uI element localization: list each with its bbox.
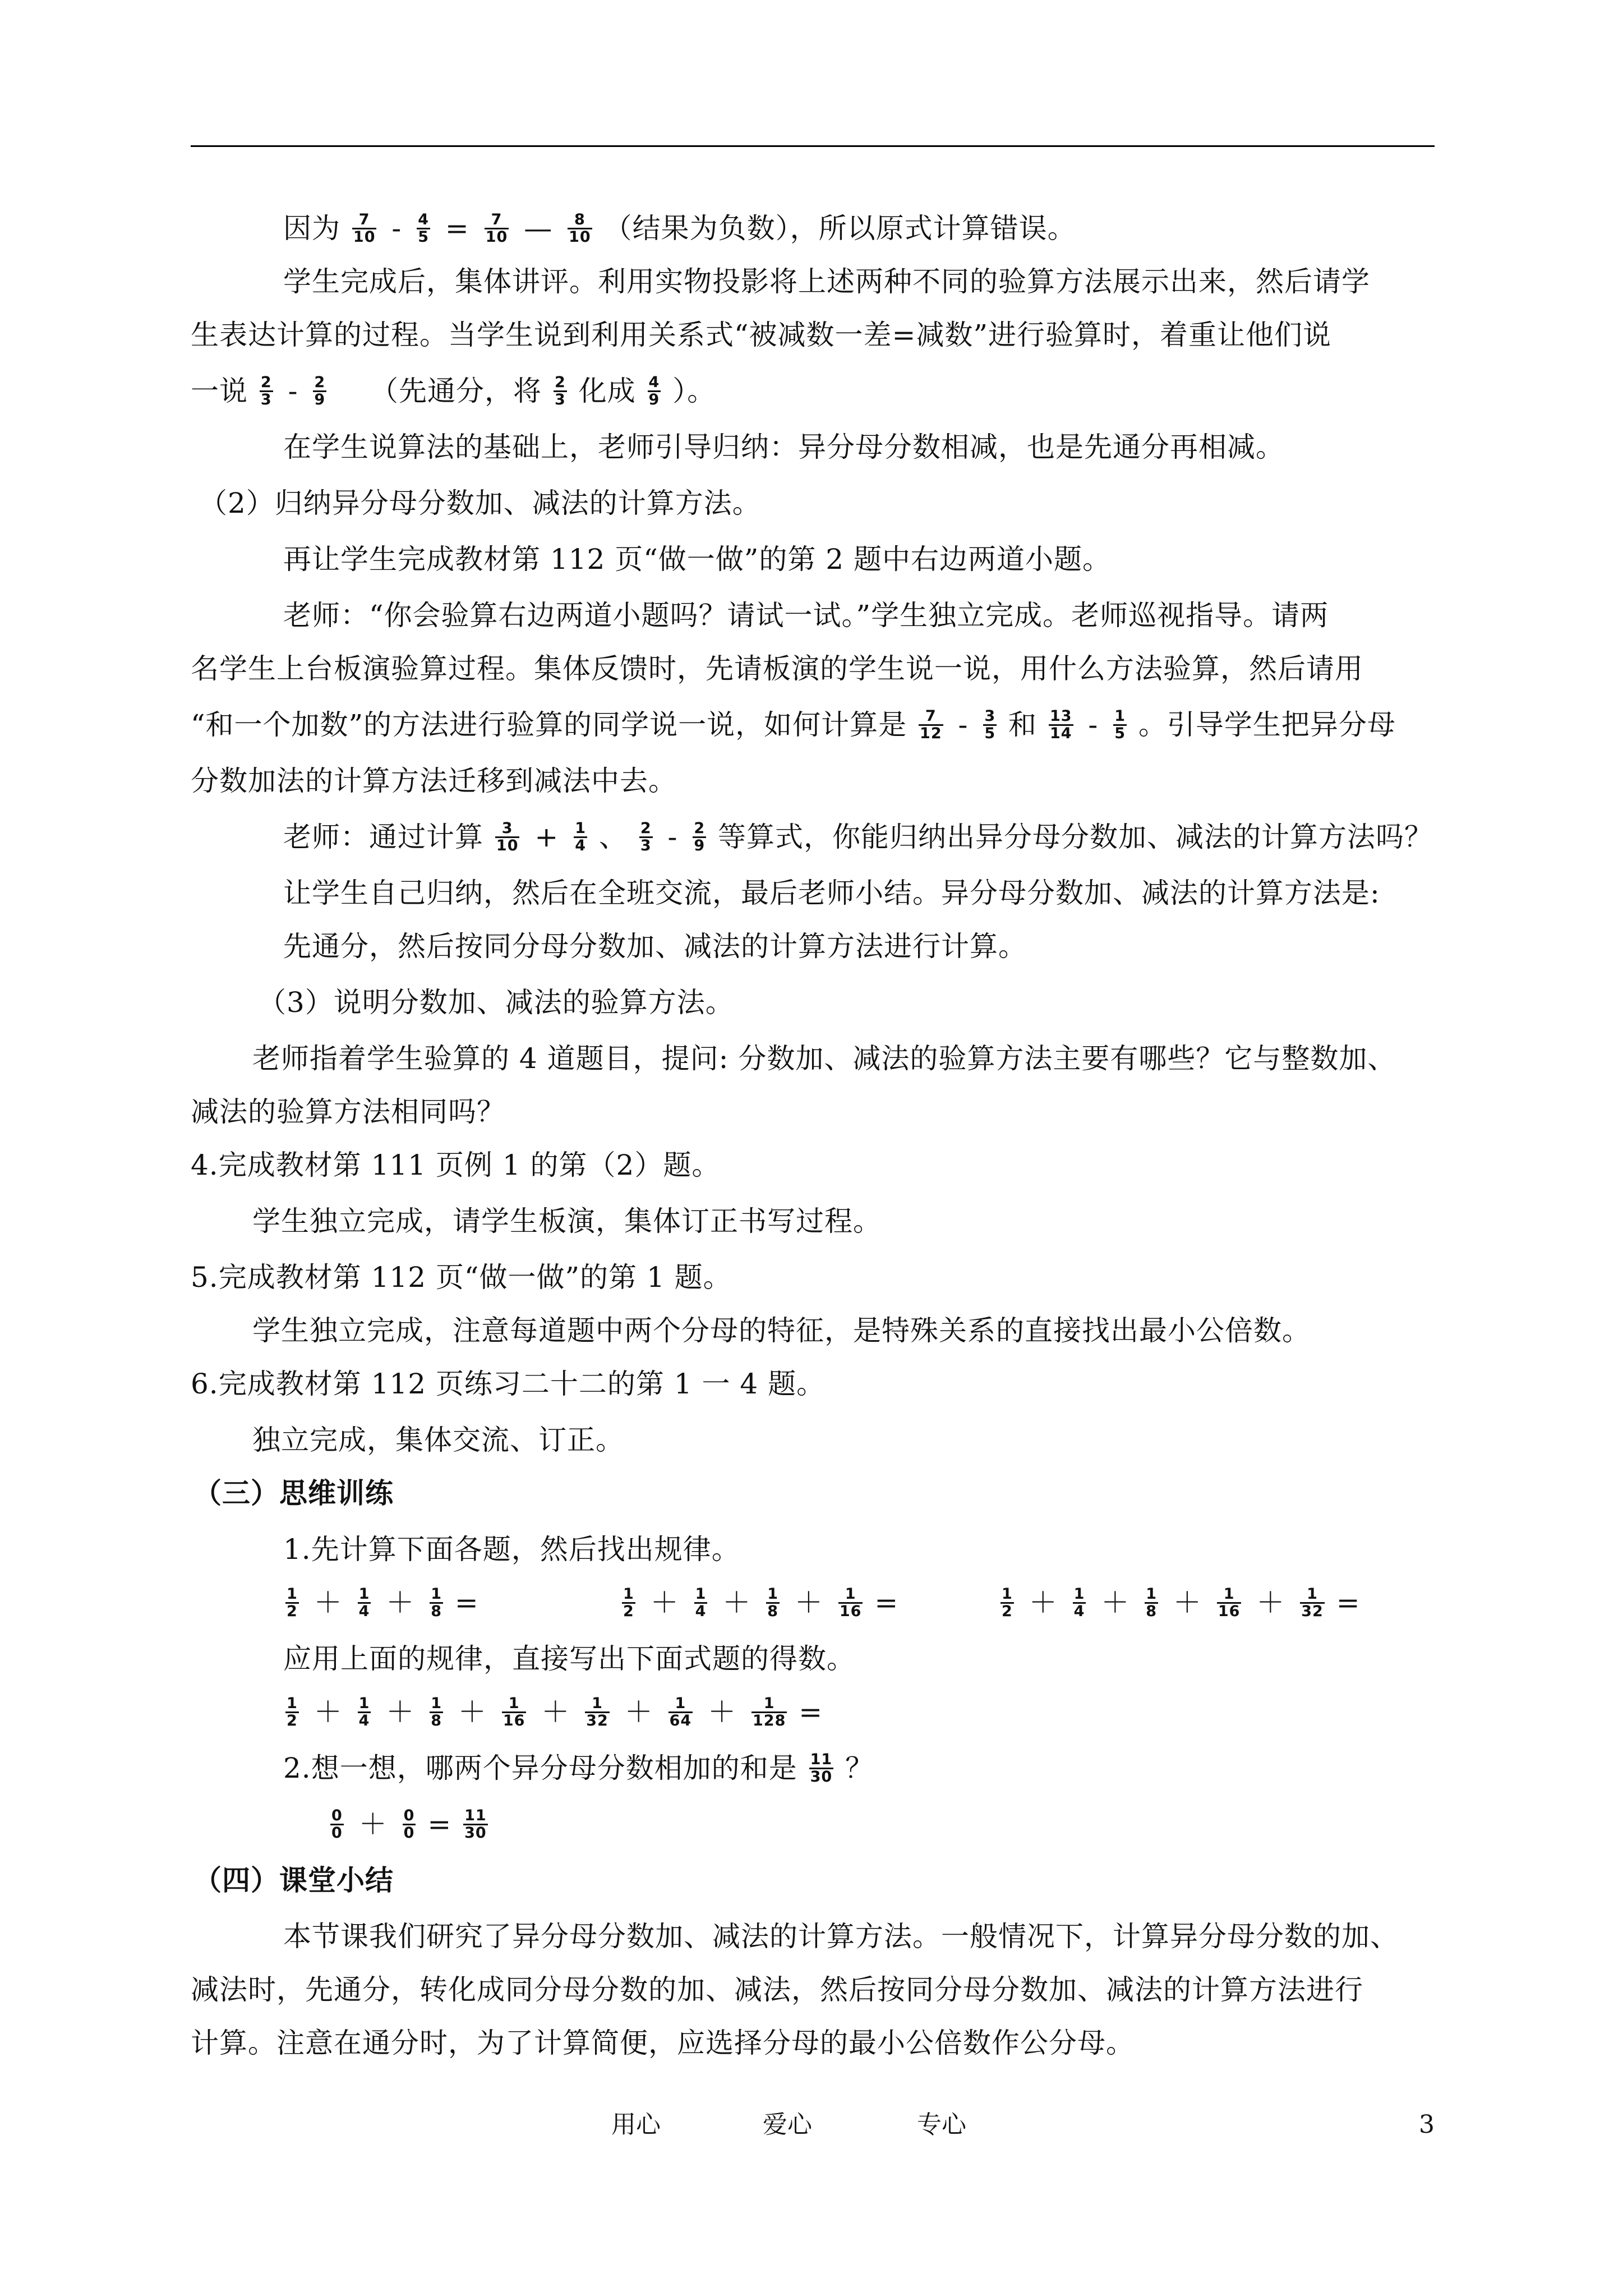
- fraction: $\frac{1}{8}$: [431, 1585, 442, 1620]
- fraction: $\frac{1}{2}$: [287, 1694, 298, 1729]
- line-19: 学生独立完成，请学生板演，集体订正书写过程。: [252, 1205, 882, 1237]
- fraction: $\frac{1}{4}$: [358, 1585, 370, 1620]
- section-heading-3: （三）思维训练: [193, 1476, 394, 1510]
- line-24: 1.先计算下面各题，然后找出规律。: [283, 1533, 740, 1566]
- line-3: 生表达计算的过程。当学生说到利用关系式“被减数一差=减数”进行验算时，着重让他们说: [191, 319, 1332, 351]
- line-6: （2）归纳异分母分数加、减法的计算方法。: [199, 487, 761, 519]
- footer-word-1: 用心: [611, 2110, 661, 2139]
- line-16: 老师指着学生验算的 4 道题目，提问: 分数加、减法的验算方法主要有哪些？它与整数加、: [252, 1042, 1396, 1075]
- line-23: 独立完成，集体交流、订正。: [252, 1424, 624, 1456]
- fraction: $\frac{1}{4}$: [358, 1694, 370, 1729]
- fraction: $\frac{1}{5}$: [1114, 707, 1126, 742]
- line-28: 2.想一想，哪两个异分母分数相加的和是 $\frac{11}{30}$ ？: [283, 1750, 874, 1786]
- fraction: $\frac{4}{9}$: [648, 373, 660, 408]
- fraction: $\frac{2}{3}$: [640, 819, 652, 854]
- section-heading-4: （四）课堂小结: [193, 1864, 394, 1897]
- blank-fraction-equation: $\frac{0}{0}$ ＋ $\frac{0}{0}$ = $\frac{11}{30}$: [331, 1806, 487, 1842]
- page-number: 3: [1419, 2110, 1435, 2139]
- fraction: $\frac{1}{4}$: [695, 1585, 707, 1620]
- fraction: $\frac{3}{10}$: [496, 819, 519, 854]
- fraction: $\frac{1}{64}$: [669, 1694, 692, 1729]
- line-31: 减法时，先通分，转化成同分母分数的加、减法，然后按同分母分数加、减法的计算方法进行: [191, 1973, 1363, 2006]
- line-22: 6.完成教材第 112 页练习二十二的第 1 一 4 题。: [191, 1368, 826, 1400]
- line-21: 学生独立完成，注意每道题中两个分母的特征，是特殊关系的直接找出最小公倍数。: [252, 1314, 1311, 1347]
- line-14: 先通分，然后按同分母分数加、减法的计算方法进行计算。: [283, 930, 1027, 963]
- line-1: 因为 $\frac{7}{10}$ - $\frac{4}{5}$ = $\frac{7}{10}$ — $\frac{8}{10}$ （结果为负数），所以原式计算错误。: [283, 210, 1076, 246]
- fraction: $\frac{13}{14}$: [1049, 707, 1072, 742]
- fraction: $\frac{1}{4}$: [1073, 1585, 1085, 1620]
- line-12: 老师：通过计算 $\frac{3}{10}$ + $\frac{1}{4}$ 、 $\frac{2}{3}$ - $\frac{2}{9}$ 等算式，你能归纳出异分母分数加、减法的计算方法吗？: [283, 819, 1433, 854]
- line-8: 老师：“你会验算右边两道小题吗？请试一试。”学生独立完成。老师巡视指导。请两: [283, 599, 1329, 632]
- fraction: $\frac{1}{128}$: [753, 1694, 786, 1729]
- fraction: $\frac{11}{30}$: [464, 1806, 487, 1842]
- fraction: $\frac{1}{2}$: [1002, 1585, 1013, 1620]
- fraction: $\frac{8}{10}$: [569, 210, 591, 246]
- line-32: 计算。注意在通分时，为了计算简便，应选择分母的最小公倍数作公分母。: [191, 2027, 1135, 2059]
- fraction: $\frac{4}{5}$: [418, 210, 429, 246]
- line-20: 5.完成教材第 112 页“做一做”的第 1 题。: [191, 1261, 732, 1294]
- footer-word-3: 专心: [917, 2110, 966, 2139]
- blank-fraction: $\frac{0}{0}$: [331, 1806, 343, 1842]
- fraction: $\frac{1}{8}$: [767, 1585, 779, 1620]
- fraction: $\frac{1}{4}$: [575, 819, 586, 854]
- series-expression-2: $\frac{1}{2}$ ＋ $\frac{1}{4}$ ＋ $\frac{1}{8}$ ＋ $\frac{1}{16}$ =: [623, 1585, 899, 1620]
- fraction: $\frac{1}{16}$: [502, 1694, 525, 1729]
- header-rule: [191, 145, 1435, 147]
- line-9: 名学生上台板演验算过程。集体反馈时，先请板演的学生说一说，用什么方法验算，然后请用: [191, 652, 1363, 685]
- line-2: 学生完成后，集体讲评。利用实物投影将上述两种不同的验算方法展示出来，然后请学: [283, 265, 1370, 298]
- fraction: $\frac{1}{8}$: [431, 1694, 442, 1729]
- fraction: $\frac{1}{16}$: [839, 1585, 862, 1620]
- fraction: $\frac{1}{2}$: [623, 1585, 634, 1620]
- fraction: $\frac{2}{9}$: [694, 819, 706, 854]
- fraction: $\frac{2}{9}$: [314, 373, 326, 408]
- line-11: 分数加法的计算方法迁移到减法中去。: [191, 765, 677, 797]
- fraction: $\frac{2}{3}$: [260, 373, 272, 408]
- fraction: $\frac{7}{12}$: [920, 707, 942, 742]
- fraction: $\frac{3}{5}$: [984, 707, 996, 742]
- fraction: $\frac{1}{2}$: [287, 1585, 298, 1620]
- fraction: $\frac{1}{32}$: [1301, 1585, 1324, 1620]
- fraction: $\frac{1}{8}$: [1146, 1585, 1158, 1620]
- fraction: $\frac{7}{10}$: [485, 210, 508, 246]
- series-expression-3: $\frac{1}{2}$ ＋ $\frac{1}{4}$ ＋ $\frac{1}{8}$ ＋ $\frac{1}{16}$ ＋ $\frac{1}{32}$ =: [1002, 1585, 1361, 1620]
- line-7: 再让学生完成教材第 112 页“做一做”的第 2 题中右边两道小题。: [283, 543, 1111, 576]
- blank-fraction: $\frac{0}{0}$: [403, 1806, 415, 1842]
- fraction: $\frac{1}{16}$: [1218, 1585, 1241, 1620]
- line-10: “和一个加数”的方法进行验算的同学说一说，如何计算是 $\frac{7}{12}$ - $\frac{3}{5}$ 和 $\frac{13}{14}$ - $\frac{1}{5}$ 。引导学生把异分母: [191, 707, 1396, 742]
- line-17: 减法的验算方法相同吗？: [191, 1096, 505, 1128]
- line-30: 本节课我们研究了异分母分数加、减法的计算方法。一般情况下，计算异分母分数的加、: [283, 1920, 1399, 1953]
- series-expression-1: $\frac{1}{2}$ ＋ $\frac{1}{4}$ ＋ $\frac{1}{8}$ =: [287, 1585, 479, 1620]
- fraction: $\frac{7}{10}$: [353, 210, 376, 246]
- series-expression-long: $\frac{1}{2}$ ＋ $\frac{1}{4}$ ＋ $\frac{1}{8}$ ＋ $\frac{1}{16}$ ＋ $\frac{1}{32}$ ＋ $\frac{1}{64}$ ＋ $\frac{1}{128}$ =: [287, 1694, 823, 1729]
- fraction: $\frac{2}{3}$: [554, 373, 566, 408]
- line-13: 让学生自己归纳，然后在全班交流，最后老师小结。异分母分数加、减法的计算方法是:: [283, 877, 1380, 909]
- fraction: $\frac{11}{30}$: [810, 1750, 833, 1786]
- line-18: 4.完成教材第 111 页例 1 的第（2）题。: [191, 1149, 721, 1181]
- line-5: 在学生说算法的基础上，老师引导归纳：异分母分数相减，也是先通分再相减。: [283, 431, 1284, 463]
- line-15: （3）说明分数加、减法的验算方法。: [258, 986, 734, 1019]
- footer-word-2: 爱心: [763, 2110, 812, 2139]
- line-26: 应用上面的规律，直接写出下面式题的得数。: [283, 1642, 855, 1675]
- fraction: $\frac{1}{32}$: [586, 1694, 608, 1729]
- line-4: 一说 $\frac{2}{3}$ - $\frac{2}{9}$ （先通分，将 $\frac{2}{3}$ 化成 $\frac{4}{9}$ ）。: [191, 373, 716, 408]
